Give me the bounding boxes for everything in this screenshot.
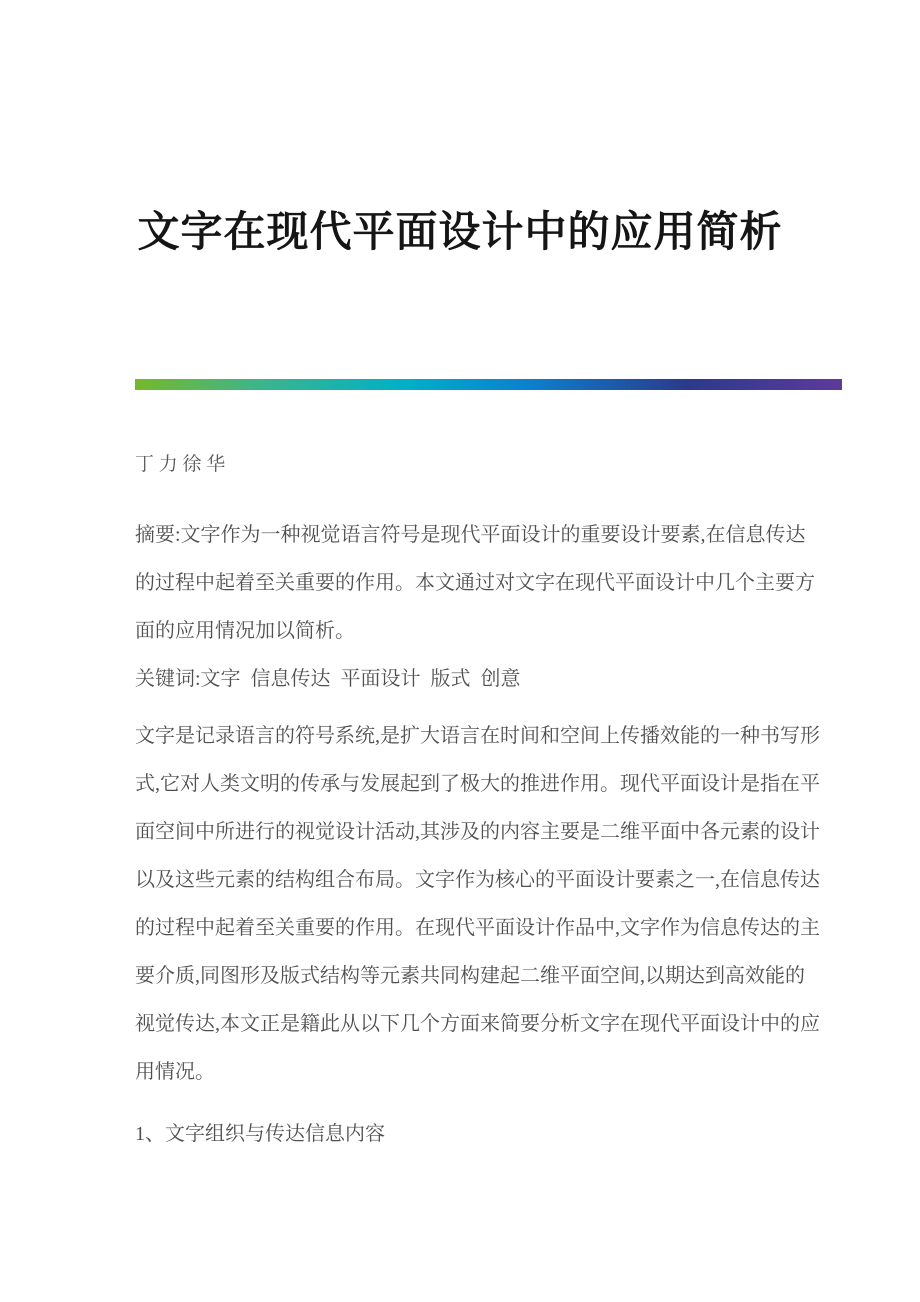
body-line: 的过程中起着至关重要的作用。在现代平面设计作品中,文字作为信息传达的主 <box>135 917 820 940</box>
body-line: 要介质,同图形及版式结构等元素共同构建起二维平面空间,以期达到高效能的 <box>135 965 805 988</box>
body-line: 文字是记录语言的符号系统,是扩大语言在时间和空间上传播效能的一种书写形 <box>135 725 820 748</box>
body-line: 式,它对人类文明的传承与发展起到了极大的推进作用。现代平面设计是指在平 <box>135 773 820 796</box>
document-title: 文字在现代平面设计中的应用简析 <box>137 210 783 256</box>
abstract-line: 面的应用情况加以简析。 <box>135 620 355 643</box>
document-content <box>135 441 820 1158</box>
body-line: 视觉传达,本文正是籍此从以下几个方面来简要分析文字在现代平面设计中的应 <box>135 1013 820 1036</box>
body-line: 以及这些元素的结构组合布局。文字作为核心的平面设计要素之一,在信息传达 <box>135 869 820 892</box>
body-line: 用情况。 <box>135 1061 215 1084</box>
gradient-divider <box>135 379 842 390</box>
keywords-line: 关键词:文字 信息传达 平面设计 版式 创意 <box>135 668 521 691</box>
body-line: 面空间中所进行的视觉设计活动,其涉及的内容主要是二维平面中各元素的设计 <box>135 821 820 844</box>
abstract-paragraph <box>135 511 815 655</box>
body-paragraph <box>135 712 820 1096</box>
author-line: 丁 力 徐 华 <box>135 454 226 476</box>
abstract-line: 的过程中起着至关重要的作用。本文通过对文字在现代平面设计中几个主要方 <box>135 572 815 595</box>
abstract-line: 摘要:文字作为一种视觉语言符号是现代平面设计的重要设计要素,在信息传达 <box>135 524 806 547</box>
section-heading: 1、文字组织与传达信息内容 <box>135 1123 385 1146</box>
